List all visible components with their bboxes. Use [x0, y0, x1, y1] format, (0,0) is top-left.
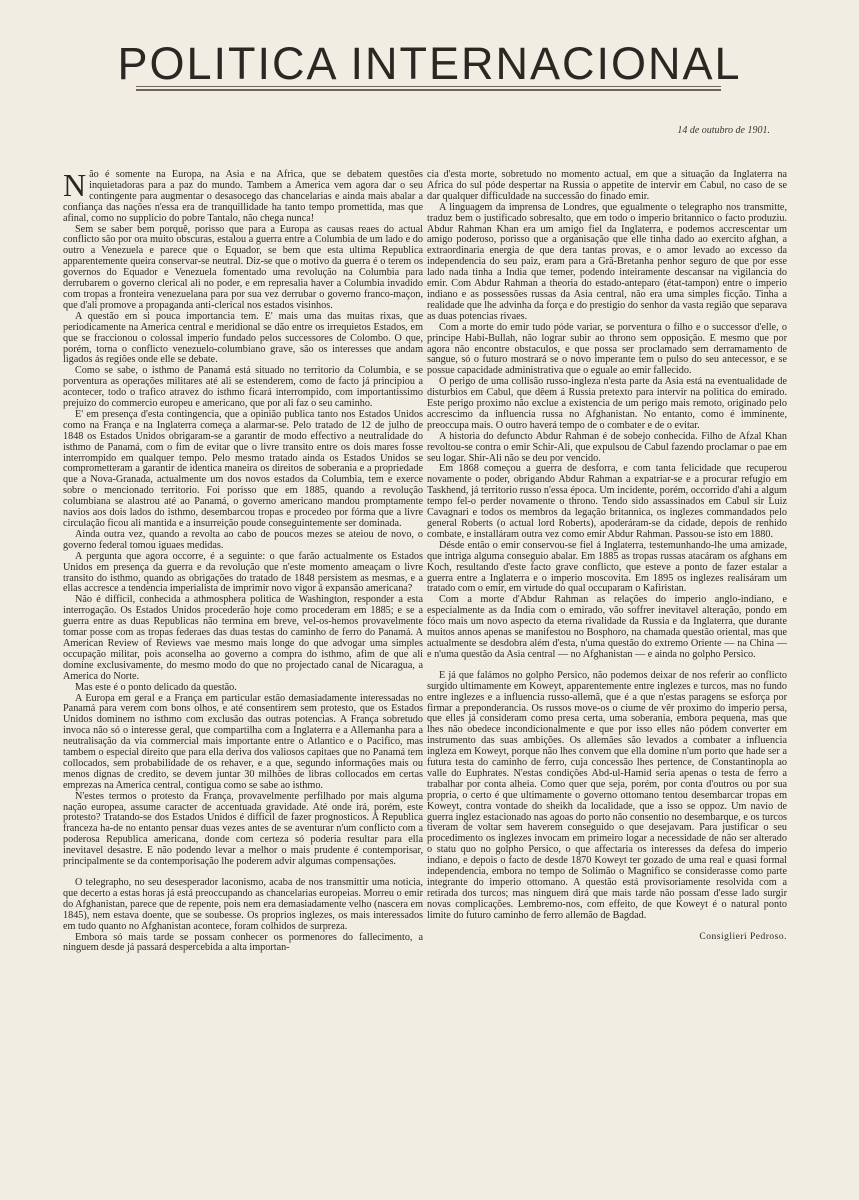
paragraph: A linguagem da imprensa de Londres, que egualmente o telegrapho nos transmitte, traduz bem o justificado sobresalto, que em todo o imperio britannico o facto produziu. Abdur Rahman Khan era um amigo fiel da Inglaterra, e podemos accrescentar um amigo poderoso, porisso que a organisação que elle tinha dado ao exercito afghan, a extraordinaria energia de que dera tantas provas, e o amor levado ao excesso da independencia do seu paiz, eram para a Grã-Bretanha penhor seguro de que por esse lado nada tinha a India que temer, podendo inteiramente descansar na vigilancia do emir. Com Abdur Rahman a theoria do estado-anteparo (état-tampon) entre o imperio indiano e as possessões russas da Asia central, não era uma simples ficção. Tinha a realidade que lhe advinha da força e do prestigio do senhor da vasta região que separava as duas potencias rivaes.	[427, 201, 787, 322]
paragraph: Embora só mais tarde se possam conhecer os pormenores do fallecimento, a ninguem desde já passará despercebida a alta importan-	[63, 931, 423, 954]
paragraph: E' em presença d'esta contingencia, que a opinião publica tanto nos Estados Unidos como na França e na Inglaterra começa a alarmar-se. Pelo tratado de 12 de julho de 1848 os Estados Unidos obrigaram-se a garantir de modo effectivo a neutralidade do isthmo de Panamá, com o fim de evitar que o livre transito entre os dois mares fosse interrompido em qualquer tempo. Pelo mesmo tratado ainda os Estados Unidos se comprometteram a garantir de identica maneira os direitos de soberania e a propriedade que a Nova-Granada, actualmente um dos novos estados da Columbia, tem e exerce sobre o mencionado territorio. Foi porisso que em 1885, quando a revolução columbiana se alastrou até ao Panamá, o governo americano mandou promptamente navios aos dois lados do isthmo, desembarcou tropas e procedeo por fórma que a livre circulação ficou ali mantida e a insurreição poude conseguintemente ser dominada.	[63, 408, 423, 529]
paragraph: A historia do defuncto Abdur Rahman é de sobejo conhecida. Filho de Afzal Khan revoltou-se contra o emir Schir-Ali, que expulsou de Cabul fazendo proclamar o pae em seu logar. Shir-Ali não se deu por vencido.	[427, 430, 787, 464]
paragraph: Com a morte do emir tudo póde variar, se porventura o filho e o successor d'elle, o principe Habi-Bullah, não lograr subir ao throno sem opposição. E mesmo que por agora não encontre obstaculos, e que possa ser proclamado sem derramamento de sangue, só o futuro mostrará se o novo imperante tem o pulso do seu antecessor, e se possue capacidade administrativa que o eguale ao emir fallecido.	[427, 321, 787, 377]
paragraph: N'estes termos o protesto da França, provavelmente perfilhado por mais alguma nação europea, assume caracter de accentuada gravidade. Até onde irá, porém, este protesto? Tratando-se dos Estados Unidos é difficil de fazer prognosticos. A Republica franceza ha-de no entanto pensar duas vezes antes de se aventurar n'um conflicto com a poderosa Republica americana, donde com certeza só poderia resultar para ella inevitavel desastre. E não podendo levar a melhor o mais prudente é contemporisar, principalmente se da contemporisação lhe poderem advir algumas compensações.	[63, 790, 423, 868]
paragraph: Como se sabe, o isthmo de Panamá está situado no territorio da Columbia, e se porventura as operações militares até ali se estenderem, como de facto já principiou a acontecer, todo o trafico atravez do isthmo ficará interrompido, com importantissimo prejuizo do commercio europeu e americano, que por ali faz o seu caminho.	[63, 365, 423, 410]
paragraph: A questão em si pouca importancia tem. E' mais uma das muitas rixas, que periodicamente na America central e meridional se dão entre os irrequietos Estados, em que se fraccionou o colossal imperio fundado pelos successores de Colombo. O que, porém, torna o conflicto venezuelo-columbiano grave, são os interesses que andam ligados ás regiões onde elle se debate.	[63, 310, 423, 366]
paragraph-section-start: O telegrapho, no seu desesperador laconismo, acaba de nos transmittir uma noticia, que decerto a estas horas já está preoccupando as chancelarias europeias. Morreu o emir do Afghanistan, parece que de repente, pois nem era demasiadamente velho (nascera em 1845), nem estava doente, que se soubesse. Os proprios inglezes, os mais interessados em tudo quanto no Afghanistan acontece, foram colhidos de surpreza.	[63, 877, 423, 932]
paragraph-text: ão é somente na Europa, na Asia e na Africa, que se debatem questões inquietadoras para a paz do mundo. Tambem a America vem agora dar o seu contingente para augmentar o desasocego das chancelarias e ainda mais abalar a confiança das nações n'essa era de tranquillidade ha tanto tempo promettida, mas que afinal, como no supplicio do pobre Tantalo, não chega nunca!	[63, 169, 423, 224]
paragraph: Désde então o emir conservou-se fiel á Inglaterra, testemunhando-lhe uma amizade, que intriga alguma conseguio abalar. Em 1885 as tropas russas atacáram os afghans em Koch, resultando d'este facto grave conflicto, que esteve a ponto de fazer estalar a guerra entre a Inglaterra e o imperio moscovita. Em 1895 os inglezes realisáram um tratado com o emir, em virtude do qual occuparam o Kafiristan.	[427, 539, 787, 595]
paragraph-continued: cia d'esta morte, sobretudo no momento actual, em que a situação da Inglaterra na Africa do sul póde despertar na Russia o appetite de intervir em Cabul, no caso de se dar qualquer difficuldade na successão do finado emir.	[427, 169, 787, 202]
paragraph: A Europa em geral e a França em particular estão demasiadamente interessadas no Panamá para verem com bons olhos, e até consentirem sem protesto, que os Estados Unidos dominem no isthmo com exclusão das outras potencias. A França sobretudo invoca não só o interesse geral, que compartilha com a Inglaterra e a Allemanha para a neutralisação da via commercial mais importante entre o Atlantico e o Pacifico, mas tambem o especial direito que para ella deriva dos valiosos capitaes que no Panamá tem collocados, sem probabilidade de os rehaver, e a que, segundo informações mais ou menos dignas de credito, se devem juntar 30 milhões de libras collocados em certas emprezas na America central, contigua como se sabe ao isthmo.	[63, 692, 423, 791]
title-rule-double	[136, 89, 721, 91]
paragraph: Em 1868 começou a guerra de desforra, e com tanta felicidade que recuperou novamente o poder, obrigando Abdur Rahman a expatriar-se e a procurar refugio em Taskhend, já territorio russo n'essa época. Um incidente, porém, occorrido d'ahi a algum tempo fel-o perder novamente o throno. Tendo sido assassinados em Cabul sir Luiz Cavagnari e todos os membros da legação britannica, os inglezes commandados pelo general Roberts (o actual lord Roberts), apoderáram-se da cidade, depois de renhido combate, e installáram outra vez como emir Abdur Rahman. Passou-se isto em 1880.	[427, 463, 787, 540]
paragraph: Com a morte d'Abdur Rahman as relações do imperio anglo-indiano, e especialmente as da India com o emirado, vão soffrer inevitavel alteração, pondo em fóco mais um novo aspecto da eterna rivalidade da Russia e da Inglaterra, que durante muitos annos apenas se manifestou no Bosphoro, na chamada questão oriental, mas que actualmente se desdobra além d'esta, n'uma questão do extremo Oriente — na China — e n'uma questão da Asia central — no Afghanistan — e ainda no golpho Persico.	[427, 594, 787, 660]
left-column	[63, 167, 423, 954]
paragraph: Ainda outra vez, quando a revolta ao cabo de poucos mezes se ateiou de novo, o governo federal tomou iguaes medidas.	[63, 528, 423, 551]
title-rule	[136, 86, 721, 87]
dateline: 14 de outubro de 1901.	[677, 125, 770, 136]
paragraph: Sem se saber bem porquê, porisso que para a Europa as causas reaes do actual conflicto são por ora muito obscuras, estalou a guerra entre a Columbia de um lado e do outro a Venezuela e parece que o Equador, se bem que esta ultima Republica apparentemente queira conservar-se neutral. Diz-se que o motivo da guerra é o terem os governos do Equador e Venezuela fomentado uma revolução na Columbia para derrubarem o governo clerical ali no poder, e em represalia haver a Columbia invadido com tropas a fronteira venezuelana para por sua vez derrubar o governo franco-maçon, que d'ali promove a propaganda anti-clerical nos estados visinhos.	[63, 223, 423, 311]
author-signature: Consiglieri Pedroso.	[699, 931, 787, 942]
right-column	[427, 170, 787, 943]
opening-paragraph	[63, 167, 423, 225]
page-title: POLITICA INTERNACIONAL	[117, 38, 742, 89]
drop-cap: N	[63, 167, 87, 203]
paragraph: O perigo de uma collisão russo-ingleza n'esta parte da Asia está na eventualidade de disturbios em Cabul, que dêem á Russia pretexto para intervir na politica do emirado. Este perigo proximo não exclue a existencia de um perigo mais remoto, originado pelo accrescimo da influencia russa no Afghanistan. No entanto, como é imminente, preoccupa mais. O outro haverá tempo de o combater e de o evitar.	[427, 376, 787, 431]
paragraph-section-start: E já que falámos no golpho Persico, não podemos deixar de nos referir ao conflicto surgido ultimamente em Koweyt, apparentemente entre inglezes e turcos, mas no fundo entre inglezes e a influencia russo-allemã, que é a que n'estas paragens se esforça por firmar a preponderancia. Os russos move-os o ciume de vêr proximo do imperio persa, que elles já consideram como presa certa, uma soberania, embora pequena, mas que lhes não obedece incondicionalmente e que por isso elles não pódem converter em instrumento das suas ambições. Os allemães são levados a combater a influencia ingleza em Koweyt, porque não lhes convem que ella domine n'um porto que hade ser a futura testa do caminho de ferro, cuja concessão lhes pertence, de Constantinopla ao valle do Euphrates. N'estas condições Abd-ul-Hamid seria apenas o testa de ferro a trabalhar por conta alheia. Como quer que seja, porém, por conta d'outros ou por sua propria, o certo é que ultimamente o governo ottomano tentou desembarcar tropas em Koweyt, contra vontade do sheikh da localidade, que a isso se oppoz. Um navio de guerra inglez estacionado nas agoas do porto não consentio no desembarque, e os turcos tiveram de voltar sem haverem conseguido o que desejavam. Para justificar o seu procedimento os inglezes invocam em primeiro logar a necessidade de não ser alterado o statu quo no golpho Persico, o que affectaria os interesses da defesa do imperio indiano, e depois o facto de desde 1870 Koweyt ter gozado de uma real e quasi formal independencia, embora no tempo de Solimão o Magnifico se considerasse como parte integrante do imperio ottomano. A questão está provisoriamente resolvida com a retirada dos turcos; mas ninguem dirá que mais tarde não possam d'esse lado surgir novas complicações. Lembremo-nos, com effeito, de que Koweyt é o natural ponto limite do futuro caminho de ferro allemão de Bagdad.	[427, 669, 787, 921]
paragraph: Não é difficil, conhecida a athmosphera politica de Washington, responder a esta interrogação. Os Estados Unidos procederão hoje como procederam em 1885; e se a guerra entre as duas Republicas não termina em breve, vel-os-hemos provavelmente tomar posse com as tropas federaes das duas testas do caminho de ferro do Panamá. A American Review of Reviews vae mesmo mais longe do que advogar uma simples occupação militar, pois aconselha ao governo a compra do isthmo, afim de que ali domine exclusivamente, do mesmo modo do que no projectado canal de Nicaragua, a America do Norte.	[63, 594, 423, 682]
paragraph: Mas este é o ponto delicado da questão.	[75, 681, 237, 693]
paragraph: A pergunta que agora occorre, é a seguinte: o que farão actualmente os Estados Unidos em presença da guerra e da revolução que n'este momento ameaçam o livre transito do isthmo, quando as obrigações do tratado de 1848 persistem as mesmas, e a ellas accresce a tendencia imperialista de imprimir novo vigor á expansão americana?	[63, 550, 423, 595]
